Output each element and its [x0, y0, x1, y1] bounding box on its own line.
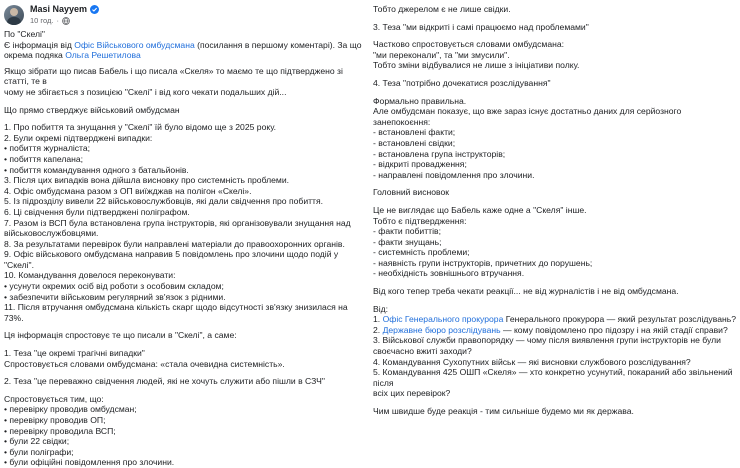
- list-item: військовослужбовцями.: [4, 228, 99, 239]
- post-text: Частково спростовується словами омбудсмана:: [373, 39, 565, 50]
- post-time[interactable]: 10 год.: [30, 16, 54, 25]
- thesis-refute: Спростовується тим, що:: [4, 393, 104, 404]
- thesis-title: 1. Теза "це окремі трагічні випадки": [4, 348, 145, 359]
- list-item: - факти побиттів;: [373, 226, 441, 237]
- post-text: Формально правильна.: [373, 95, 467, 106]
- list-item: • забезпечити військовим регулярний зв'язок з рідними.: [4, 291, 226, 302]
- author-row: [30, 4, 99, 15]
- list-item: • побиття капелана;: [4, 153, 84, 164]
- post-meta: 10 год. ·: [30, 16, 70, 27]
- post-text: Від кого тепер треба чекати реакції... не від журналістів і не від омбудсмана.: [373, 286, 679, 297]
- post-left-column: [0, 0, 368, 468]
- post-text: Є інформація від Офіс Військового омбудсмана (посилання в першому коментарі). За що: [4, 39, 362, 50]
- list-item: 9. Офіс військового омбудсмана направив 5 повідомлень про злочини щодо подій у "Скелі".: [4, 249, 341, 270]
- list-item: 6. Ці свідчення були підтверджені поліграфом.: [4, 206, 190, 217]
- section-header: Що прямо стверджує військовий омбудсман: [4, 104, 180, 115]
- list-item: 11. Після втручання омбудсмана кількість скарг щодо відсутності зв'язку знизилася на 73%.: [4, 302, 351, 323]
- list-item: • побиття журналіста;: [4, 143, 91, 154]
- list-item: • перевірку проводив омбудсман;: [4, 404, 137, 415]
- list-item: • перевірку проводив ОП;: [4, 415, 106, 425]
- section-header: Ця інформація спростовує те що писали в "Скелі", а саме:: [4, 330, 237, 341]
- author-name[interactable]: Masi Nayyem: [30, 4, 88, 14]
- list-item: - встановлені факти;: [373, 127, 456, 138]
- list-item: - наявність групи інструкторів, причетних до порушень;: [373, 257, 593, 268]
- mention-link[interactable]: Ольга Решетилова: [65, 50, 141, 61]
- list-item: 1. Про побиття та знущання у "Скелі" їй було відомо ще з 2025 року.: [4, 122, 277, 133]
- mention-link[interactable]: Офіс Військового омбудсмана: [74, 39, 195, 50]
- list-item: 8. За результатами перевірок були направлені матеріали до правоохоронних органів.: [4, 238, 345, 249]
- post-text: чому не збігається з позицією "Скелі" і від кого чекати подальших дій...: [4, 86, 287, 97]
- list-item: • усунути окремих осіб від роботи з особовим складом;: [4, 281, 224, 292]
- post-text: окрема подяка Ольга Решетилова: [4, 50, 141, 61]
- thesis-title: 2. Теза "це переважно свідчення людей, які не хочуть служити або пішли в СЗЧ": [4, 376, 325, 387]
- question-item: 2. Державне бюро розслідувань — кому повідомлено про підозру і на якій стадії справи?: [373, 324, 728, 335]
- post-body-right: [373, 4, 739, 417]
- question-item: всіх цих перевірок?: [373, 388, 451, 399]
- post-text: Тобто є підтвердження:: [373, 215, 467, 226]
- thesis-title: 3. Теза "ми відкриті і самі працюємо над проблемами": [373, 21, 589, 32]
- list-item: • побиття командування одного з батальйонів.: [4, 164, 189, 175]
- list-item: 4. Офіс омбудсмана разом з ОП виїжджав на полігон «Скелі».: [4, 185, 252, 196]
- list-item: - встановлені свідки;: [373, 137, 456, 148]
- list-item: 7. Разом із ВСП була встановлена група інструкторів, які організовували знущання над: [4, 217, 351, 228]
- post-text: "ми переконали", та "ми змусили".: [373, 49, 510, 60]
- list-item: - необхідність зовнішнього втручання.: [373, 268, 525, 279]
- question-item: 5. Командування 425 ОШП «Скеля» — хто конкретно усунутий, покараний або звільнений після: [373, 367, 735, 388]
- question-item: своєчасно вжиті заходи?: [373, 346, 472, 357]
- post-text: Тобто зміни відбувалися не лише з ініціативи полку.: [373, 60, 580, 71]
- list-item: • були поліграфи;: [4, 446, 74, 457]
- list-item: - системність проблеми;: [373, 247, 470, 258]
- list-item: 2. Були окремі підтверджені випадки:: [4, 132, 153, 143]
- mention-link[interactable]: Офіс Генерального прокурора: [382, 314, 504, 325]
- mention-link[interactable]: Державне бюро розслідувань: [382, 324, 501, 335]
- verified-badge-icon: [90, 5, 99, 14]
- thesis-title: 4. Теза "потрібно дочекатися розслідування": [373, 77, 551, 88]
- globe-icon: [62, 17, 70, 25]
- post-text: По "Скелі": [4, 29, 45, 39]
- list-item: 3. Після цих випадків вона дійшла висновку про системність проблеми.: [4, 175, 290, 186]
- post-text: Чим швидше буде реакція - тим сильніше будемо ми як держава.: [373, 406, 634, 416]
- list-item: - направлені повідомлення про злочини.: [373, 169, 535, 180]
- list-item: 10. Командування довелося переконувати:: [4, 270, 176, 281]
- list-item: - факти знущань;: [373, 236, 442, 247]
- post-text: Це не виглядає що Бабель каже одне а "Скеля" інше.: [373, 204, 587, 215]
- post-text: Якщо зібрати що писав Бабель і що писала «Скеля» то маємо те що підтверджено зі статті, те в: [4, 65, 346, 87]
- post-header: [0, 0, 368, 30]
- post-text: Від:: [373, 303, 389, 314]
- avatar[interactable]: [4, 5, 24, 25]
- post-text: Тобто джерелом є не лише свідки.: [373, 4, 511, 14]
- list-item: 5. Із підрозділу вивели 22 військовослужбовців, які дали свідчення про побиття.: [4, 196, 324, 207]
- confirmed-list: [4, 122, 366, 323]
- list-item: - встановлена група інструкторів;: [373, 148, 506, 159]
- thesis-refute: Спростовується словами омбудсмана: «стала очевидна системність».: [4, 358, 285, 369]
- question-item: 4. Командування Сухопутних військ — які висновки службового розслідування?: [373, 356, 691, 367]
- list-item: • були 22 свідки;: [4, 436, 70, 447]
- list-item: - відкриті провадження;: [373, 159, 467, 170]
- question-item: 1. Офіс Генерального прокурора Генерального прокурора — який результат розслідувань?: [373, 314, 736, 325]
- list-item: • перевірку проводила ВСП;: [4, 425, 116, 436]
- section-header: Головний висновок: [373, 187, 450, 198]
- post-text: Але омбудсман показує, що вже зараз існує достатньо даних для серйозного занепокоєння:: [373, 106, 684, 127]
- post-body-left: [4, 29, 366, 468]
- question-item: 3. Військової служби правопорядку — чому після виявлення групи інструкторів не були: [373, 335, 721, 346]
- list-item: • були офіційні повідомлення про злочини.: [4, 457, 175, 468]
